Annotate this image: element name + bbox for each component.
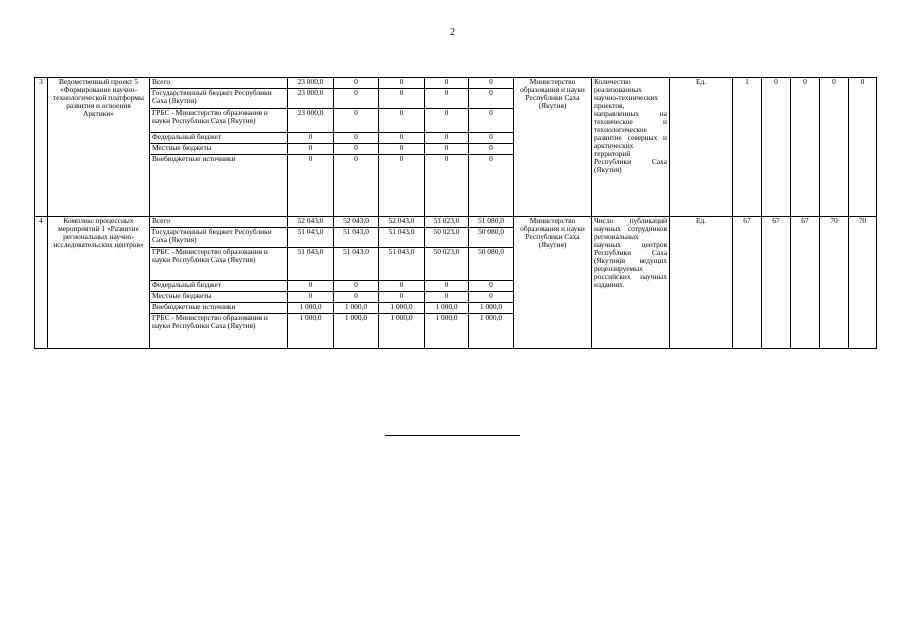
funding-amount: 0 — [379, 292, 425, 303]
footer-rule — [385, 435, 520, 436]
funding-amount: 50 023,0 — [425, 228, 469, 248]
funding-amount: 0 — [334, 292, 379, 303]
indicator-unit: Ед. — [670, 78, 733, 217]
funding-amount: 0 — [379, 89, 425, 109]
funding-amount: 0 — [469, 89, 514, 109]
project-name: Ведомственный проект 5 «Формирование научно-технологической платформы развития и освоения Арктики» — [48, 78, 150, 217]
funding-amount: 50 080,0 — [469, 228, 514, 248]
target-value: 0 — [791, 78, 820, 217]
target-value: 70 — [820, 217, 849, 349]
funding-amount: 0 — [469, 281, 514, 292]
funding-source-label: Государственный бюджет Республики Саха (Якутия) — [150, 228, 288, 248]
responsible-ministry: Министерство образования и науки Республики Саха (Якутия) — [514, 217, 592, 349]
funding-amount: 51 043,0 — [288, 228, 334, 248]
funding-amount: 50 080,0 — [469, 248, 514, 281]
funding-amount: 0 — [334, 144, 379, 155]
funding-amount: 0 — [425, 133, 469, 144]
funding-amount: 0 — [469, 155, 514, 217]
funding-amount: 0 — [379, 133, 425, 144]
funding-amount: 0 — [469, 109, 514, 133]
funding-amount: 51 080,0 — [469, 217, 514, 228]
funding-amount: 1 000,0 — [425, 303, 469, 314]
funding-amount: 51 043,0 — [334, 248, 379, 281]
page-number: 2 — [450, 27, 455, 38]
funding-source-label: Местные бюджеты — [150, 292, 288, 303]
funding-amount: 0 — [379, 144, 425, 155]
funding-amount: 0 — [334, 133, 379, 144]
funding-amount: 0 — [288, 155, 334, 217]
row-index: 4 — [35, 217, 48, 349]
target-value: 67 — [791, 217, 820, 349]
funding-amount: 0 — [469, 133, 514, 144]
indicator-name: Количество реализованных научно-технических проектов, направленных на техническое и технологическое развитие северных и арктических территорий Республики Саха (Якутия) — [592, 78, 670, 217]
funding-source-label: Федеральный бюджет — [150, 133, 288, 144]
funding-amount: 52 043,0 — [334, 217, 379, 228]
funding-amount: 51 043,0 — [379, 228, 425, 248]
funding-amount: 0 — [379, 78, 425, 89]
target-value: 0 — [820, 78, 849, 217]
funding-amount: 0 — [425, 155, 469, 217]
funding-source-label: Всего — [150, 78, 288, 89]
funding-source-label: ГРБС - Министерство образования и науки Республики Саха (Якутия) — [150, 248, 288, 281]
funding-amount: 51 043,0 — [379, 248, 425, 281]
funding-amount: 0 — [334, 281, 379, 292]
funding-source-label: Федеральный бюджет — [150, 281, 288, 292]
funding-amount: 1 000,0 — [288, 303, 334, 314]
row-index: 3 — [35, 78, 48, 217]
funding-amount: 23 000,0 — [288, 78, 334, 89]
budget-table — [34, 77, 877, 349]
funding-amount: 0 — [469, 78, 514, 89]
funding-amount: 1 000,0 — [469, 314, 514, 349]
indicator-unit: Ед. — [670, 217, 733, 349]
table-row — [35, 217, 877, 228]
funding-amount: 0 — [288, 144, 334, 155]
funding-source-label: Государственный бюджет Республики Саха (Якутия) — [150, 89, 288, 109]
funding-amount: 52 043,0 — [288, 217, 334, 228]
funding-amount: 0 — [288, 292, 334, 303]
target-value: 67 — [762, 217, 791, 349]
funding-amount: 0 — [425, 281, 469, 292]
funding-amount: 23 000,0 — [288, 89, 334, 109]
funding-amount: 0 — [379, 281, 425, 292]
funding-amount: 0 — [425, 144, 469, 155]
funding-amount: 51 023,0 — [425, 217, 469, 228]
funding-amount: 0 — [425, 78, 469, 89]
funding-amount: 0 — [379, 155, 425, 217]
funding-amount: 1 000,0 — [379, 314, 425, 349]
funding-amount: 1 000,0 — [379, 303, 425, 314]
target-value: 70 — [849, 217, 877, 349]
funding-source-label: Внебюджетные источники — [150, 303, 288, 314]
funding-amount: 0 — [469, 292, 514, 303]
target-value: 0 — [849, 78, 877, 217]
funding-amount: 0 — [425, 292, 469, 303]
funding-amount: 1 000,0 — [334, 314, 379, 349]
indicator-name: Число публикаций научных сотрудников региональных научных центров Республики Саха (Якутия)в ведущих рецензируемых российских научных изданиях. — [592, 217, 670, 349]
target-value: 1 — [733, 78, 762, 217]
responsible-ministry: Министерство образования и науки Республики Саха (Якутия) — [514, 78, 592, 217]
funding-amount: 0 — [288, 133, 334, 144]
funding-amount: 0 — [334, 155, 379, 217]
funding-amount: 52 043,0 — [379, 217, 425, 228]
funding-amount: 0 — [334, 78, 379, 89]
target-value: 0 — [762, 78, 791, 217]
funding-source-label: ГРБС - Министерство образования и науки Республики Саха (Якутия) — [150, 314, 288, 349]
project-name: Комплекс процессных мероприятий 1 «Развитие региональных научно-исследовательских центров» — [48, 217, 150, 349]
funding-amount: 1 000,0 — [288, 314, 334, 349]
funding-amount: 0 — [334, 89, 379, 109]
funding-amount: 0 — [288, 281, 334, 292]
funding-amount: 50 023,0 — [425, 248, 469, 281]
funding-amount: 1 000,0 — [425, 314, 469, 349]
funding-amount: 0 — [379, 109, 425, 133]
funding-amount: 0 — [425, 109, 469, 133]
funding-amount: 0 — [469, 144, 514, 155]
funding-source-label: Местные бюджеты — [150, 144, 288, 155]
funding-amount: 0 — [334, 109, 379, 133]
funding-source-label: ГРБС - Министерство образования и науки Республики Саха (Якутия) — [150, 109, 288, 133]
table-row — [35, 78, 877, 89]
funding-amount: 23 000,0 — [288, 109, 334, 133]
funding-amount: 51 043,0 — [334, 228, 379, 248]
funding-source-label: Внебюджетные источники — [150, 155, 288, 217]
target-value: 67 — [733, 217, 762, 349]
funding-amount: 0 — [425, 89, 469, 109]
funding-amount: 1 000,0 — [469, 303, 514, 314]
funding-source-label: Всего — [150, 217, 288, 228]
funding-amount: 51 043,0 — [288, 248, 334, 281]
funding-amount: 1 000,0 — [334, 303, 379, 314]
